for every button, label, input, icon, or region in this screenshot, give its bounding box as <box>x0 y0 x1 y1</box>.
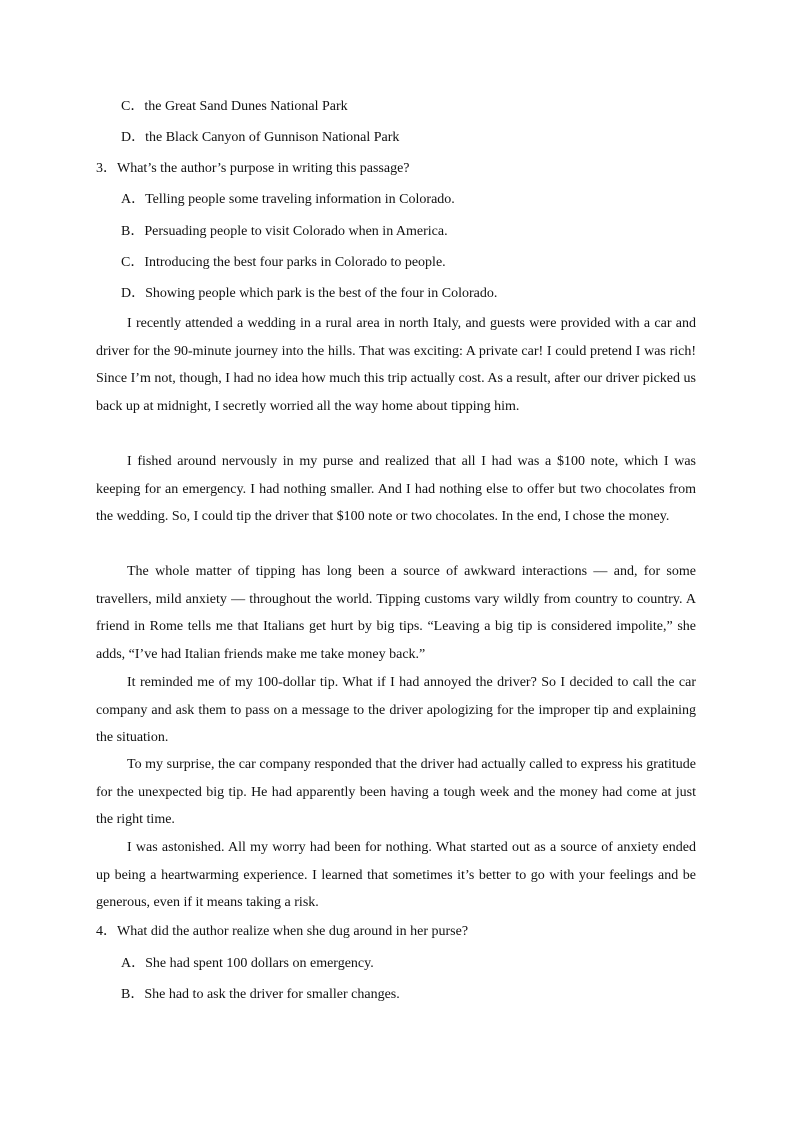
passage-paragraph: I recently attended a wedding in a rural area in north Italy, and guests were provided with a car and driver for the 90-minute journey into the hills. That was exciting: A private car! I could pretend I was rich! Since I’m not, though, I had no idea how much this trip actually cost. As a result, after our driver picked us back up at midnight, I secretly worried all the way home about tipping him. <box>96 316 696 414</box>
q2-option-d: D．the Black Canyon of Gunnison National Park <box>121 130 400 145</box>
q2-option-c: C．the Great Sand Dunes National Park <box>121 99 348 114</box>
passage-paragraph: I was astonished. All my worry had been for nothing. What started out as a source of anxiety ended up being a heartwarming experience. I learned that sometimes it’s better to go with your feelings and be generous, even if it means taking a risk. <box>96 840 696 911</box>
passage-paragraph: I fished around nervously in my purse and realized that all I had was a $100 note, which I was keeping for an emergency. I had nothing smaller. And I had nothing else to offer but two chocolates from the wedding. So, I could tip the driver that $100 note or two chocolates. In the end, I chose the money. <box>96 454 696 525</box>
q3-stem: 3．What’s the author’s purpose in writing this passage? <box>96 161 410 176</box>
q4-option-b: B．She had to ask the driver for smaller changes. <box>121 987 400 1002</box>
passage-paragraph: To my surprise, the car company responded that the driver had actually called to express his gratitude for the unexpected big tip. He had apparently been having a tough week and the money had come at just the right time. <box>96 757 696 828</box>
q3-option-d: D．Showing people which park is the best of the four in Colorado. <box>121 286 498 301</box>
passage-paragraph: It reminded me of my 100-dollar tip. What if I had annoyed the driver? So I decided to call the car company and ask them to pass on a message to the driver apologizing for the improper tip and explaining the situation. <box>96 675 696 746</box>
q3-option-a: A．Telling people some traveling information in Colorado. <box>121 192 455 207</box>
q3-option-c: C．Introducing the best four parks in Colorado to people. <box>121 255 446 270</box>
q4-stem: 4．What did the author realize when she dug around in her purse? <box>96 924 469 939</box>
q4-option-a: A．She had spent 100 dollars on emergency. <box>121 956 374 971</box>
q3-option-b: B．Persuading people to visit Colorado when in America. <box>121 224 448 239</box>
passage-paragraph: The whole matter of tipping has long been a source of awkward interactions — and, for some travellers, mild anxiety — throughout the world. Tipping customs vary wildly from country to country. A friend in Rome tells me that Italians get hurt by big tips. “Leaving a big tip is considered impolite,” she adds, “I’ve had Italian friends make me take money back.” <box>96 564 696 662</box>
